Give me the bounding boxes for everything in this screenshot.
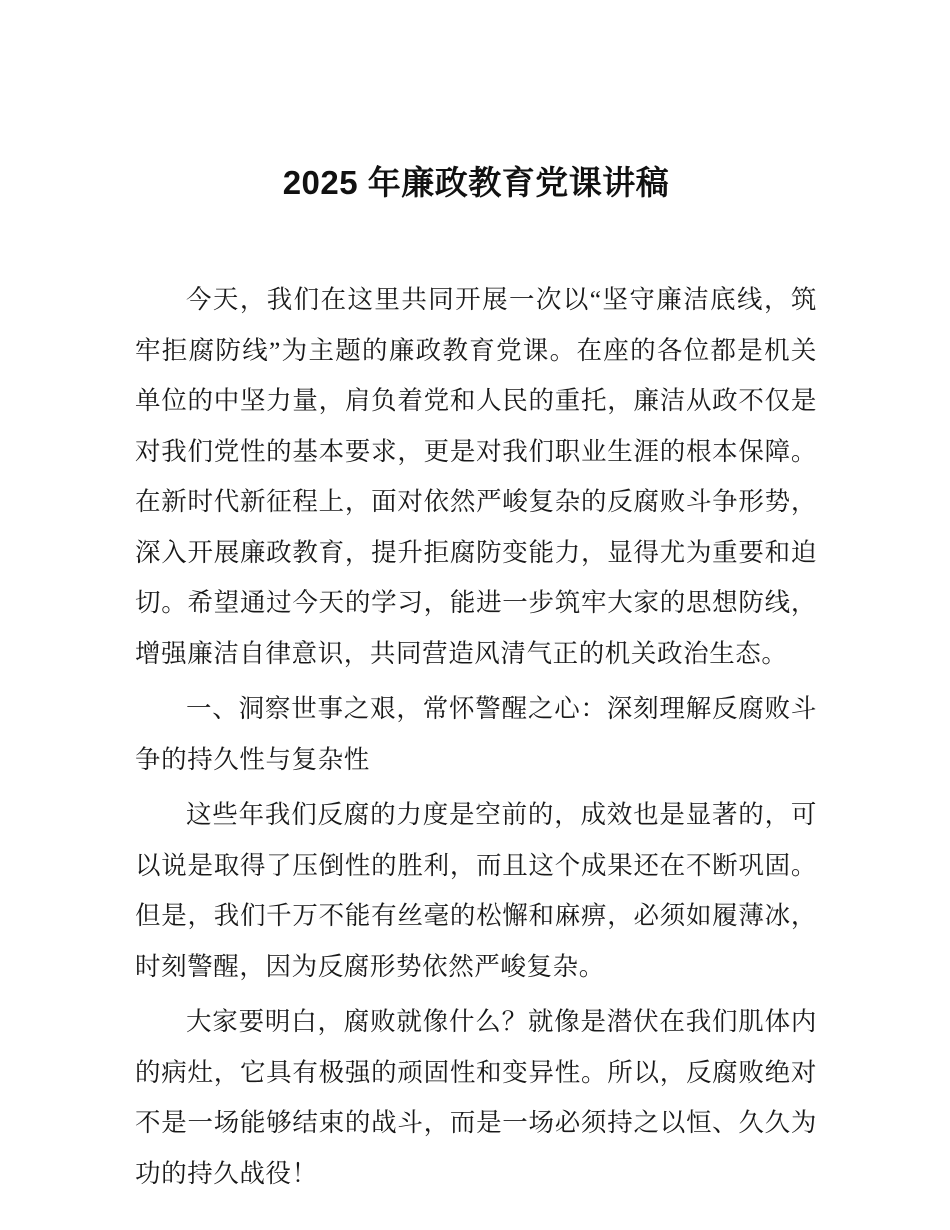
paragraph-section-one-1: 这些年我们反腐的力度是空前的，成效也是显著的，可以说是取得了压倒性的胜利，而且这个成果还在不断巩固。但是，我们千万不能有丝毫的松懈和麻痹，必须如履薄冰，时刻警醒，因为反腐形势依然严峻复杂。 [135,800,817,981]
paragraph-section-one-2: 大家要明白，腐败就像什么？就像是潜伏在我们肌体内的病灶，它具有极强的顽固性和变异性。所以，反腐败绝对不是一场能够结束的战斗，而是一场必须持之以恒、久久为功的持久战役！ [135,1007,817,1188]
page-title: 2025 年廉政教育党课讲稿 [282,164,670,201]
paragraph-intro: 今天，我们在这里共同开展一次以“坚守廉洁底线，筑牢拒腐防线”为主题的廉政教育党课。在座的各位都是机关单位的中坚力量，肩负着党和人民的重托，廉洁从政不仅是对我们党性的基本要求，更是对我们职业生涯的根本保障。在新时代新征程上，面对依然严峻复杂的反腐败斗争形势，深入开展廉政教育，提升拒腐防变能力，显得尤为重要和迫切。希望通过今天的学习，能进一步筑牢大家的思想防线，增强廉洁自律意识，共同营造风清气正的机关政治生态。 [135,285,817,668]
section-heading-one: 一、洞察世事之艰，常怀警醒之心：深刻理解反腐败斗争的持久性与复杂性 [135,694,817,774]
document-body [135,0,817,1199]
